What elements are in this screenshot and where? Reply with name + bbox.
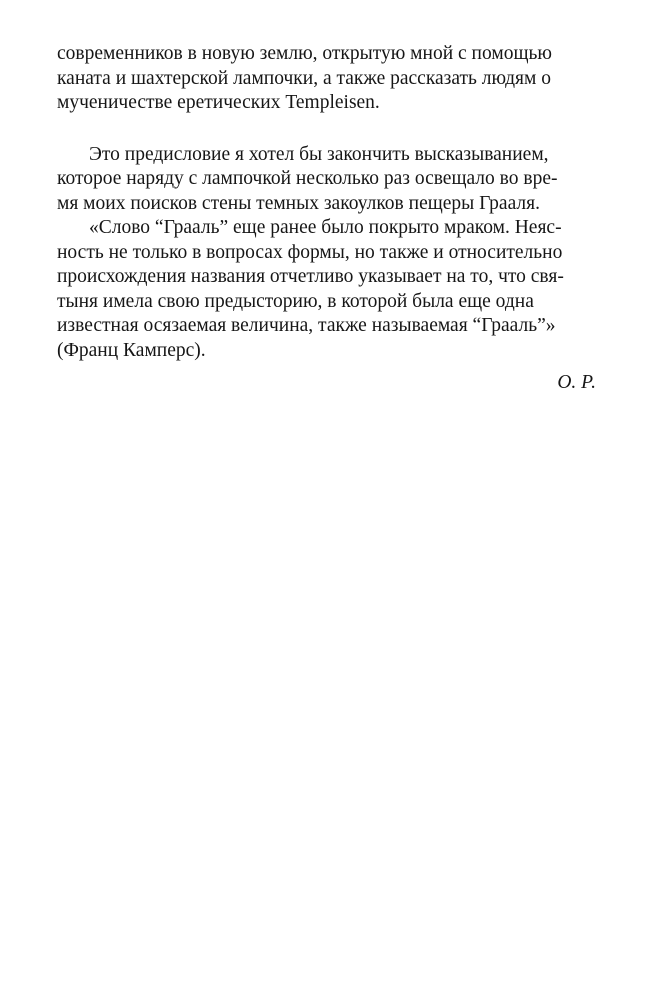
text-line: (Франц Камперс). [57, 339, 206, 361]
text-line: тыня имела свою предысторию, в которой была еще одна [57, 290, 534, 312]
text-line: современников в новую землю, открытую мной с помощью [57, 43, 552, 64]
text-line: мя моих поисков стены темных закоулков пещеры Грааля. [57, 192, 540, 214]
author-signature: О. Р. [557, 372, 596, 393]
text-line: происхождения названия отчетливо указывает на то, что свя- [57, 266, 564, 287]
preface-closing-paragraph [57, 143, 598, 217]
text-line: ность не только в вопросах формы, но также и относительно [57, 241, 563, 263]
text-line: мученичестве еретических Templeisen. [57, 92, 380, 113]
continuation-paragraph [57, 42, 598, 116]
text-line: известная осязаемая величина, также называемая “Грааль”» [57, 315, 556, 336]
text-line: которое наряду с лампочкой несколько раз освещало во вре- [57, 168, 558, 189]
text-line: каната и шахтерской лампочки, а также рассказать людям о [57, 67, 551, 89]
quote-paragraph [57, 216, 598, 363]
book-page [57, 42, 598, 395]
paragraph-gap [57, 116, 598, 143]
text-line: Это предисловие я хотел бы закончить высказыванием, [89, 143, 549, 165]
text-line: «Слово “Грааль” еще ранее было покрыто мраком. Неяс- [89, 217, 562, 238]
